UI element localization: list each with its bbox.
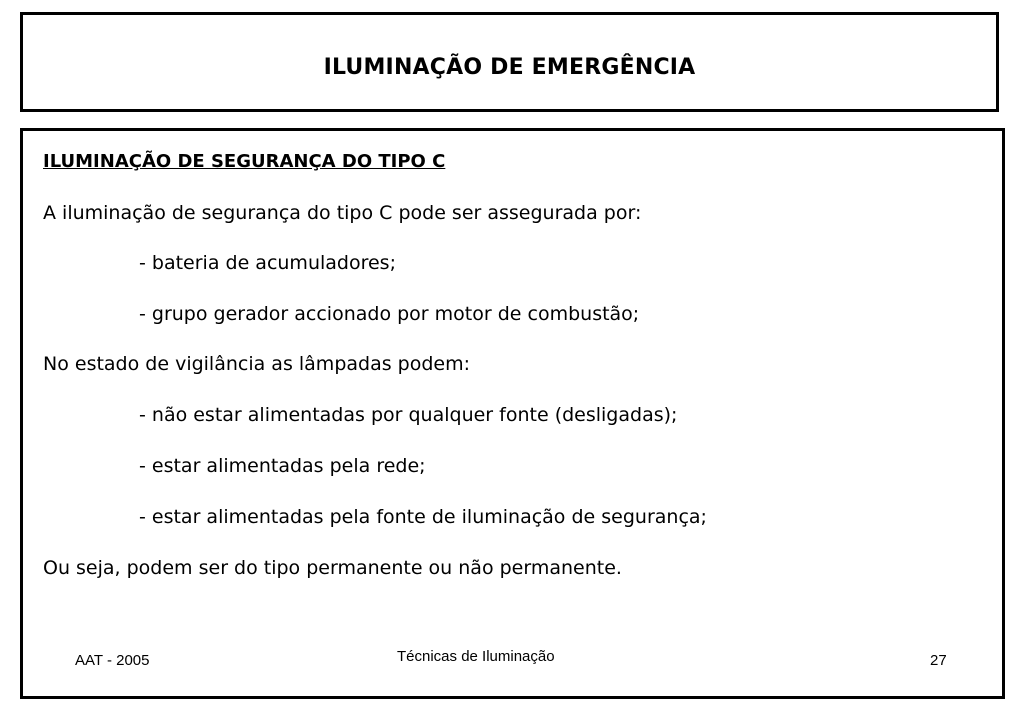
title-box [20, 12, 999, 112]
footer-left: AAT - 2005 [75, 652, 150, 669]
intro-line: No estado de vigilância as lâmpadas podem: [43, 353, 471, 375]
page-number: 27 [930, 652, 947, 669]
intro-line: A iluminação de segurança do tipo C pode ser assegurada por: [43, 202, 642, 224]
list-item: - grupo gerador accionado por motor de combustão; [139, 303, 640, 325]
list-item: - não estar alimentadas por qualquer fonte (desligadas); [139, 404, 678, 426]
footer-center: Técnicas de Iluminação [397, 648, 555, 665]
slide-title: ILUMINAÇÃO DE EMERGÊNCIA [323, 54, 696, 80]
list-item: - estar alimentadas pela fonte de iluminação de segurança; [139, 506, 707, 528]
section-heading: ILUMINAÇÃO DE SEGURANÇA DO TIPO C [43, 151, 446, 172]
content-box [20, 128, 1005, 699]
list-item: - bateria de acumuladores; [139, 252, 396, 274]
conclusion-line: Ou seja, podem ser do tipo permanente ou não permanente. [43, 557, 622, 579]
list-item: - estar alimentadas pela rede; [139, 455, 426, 477]
